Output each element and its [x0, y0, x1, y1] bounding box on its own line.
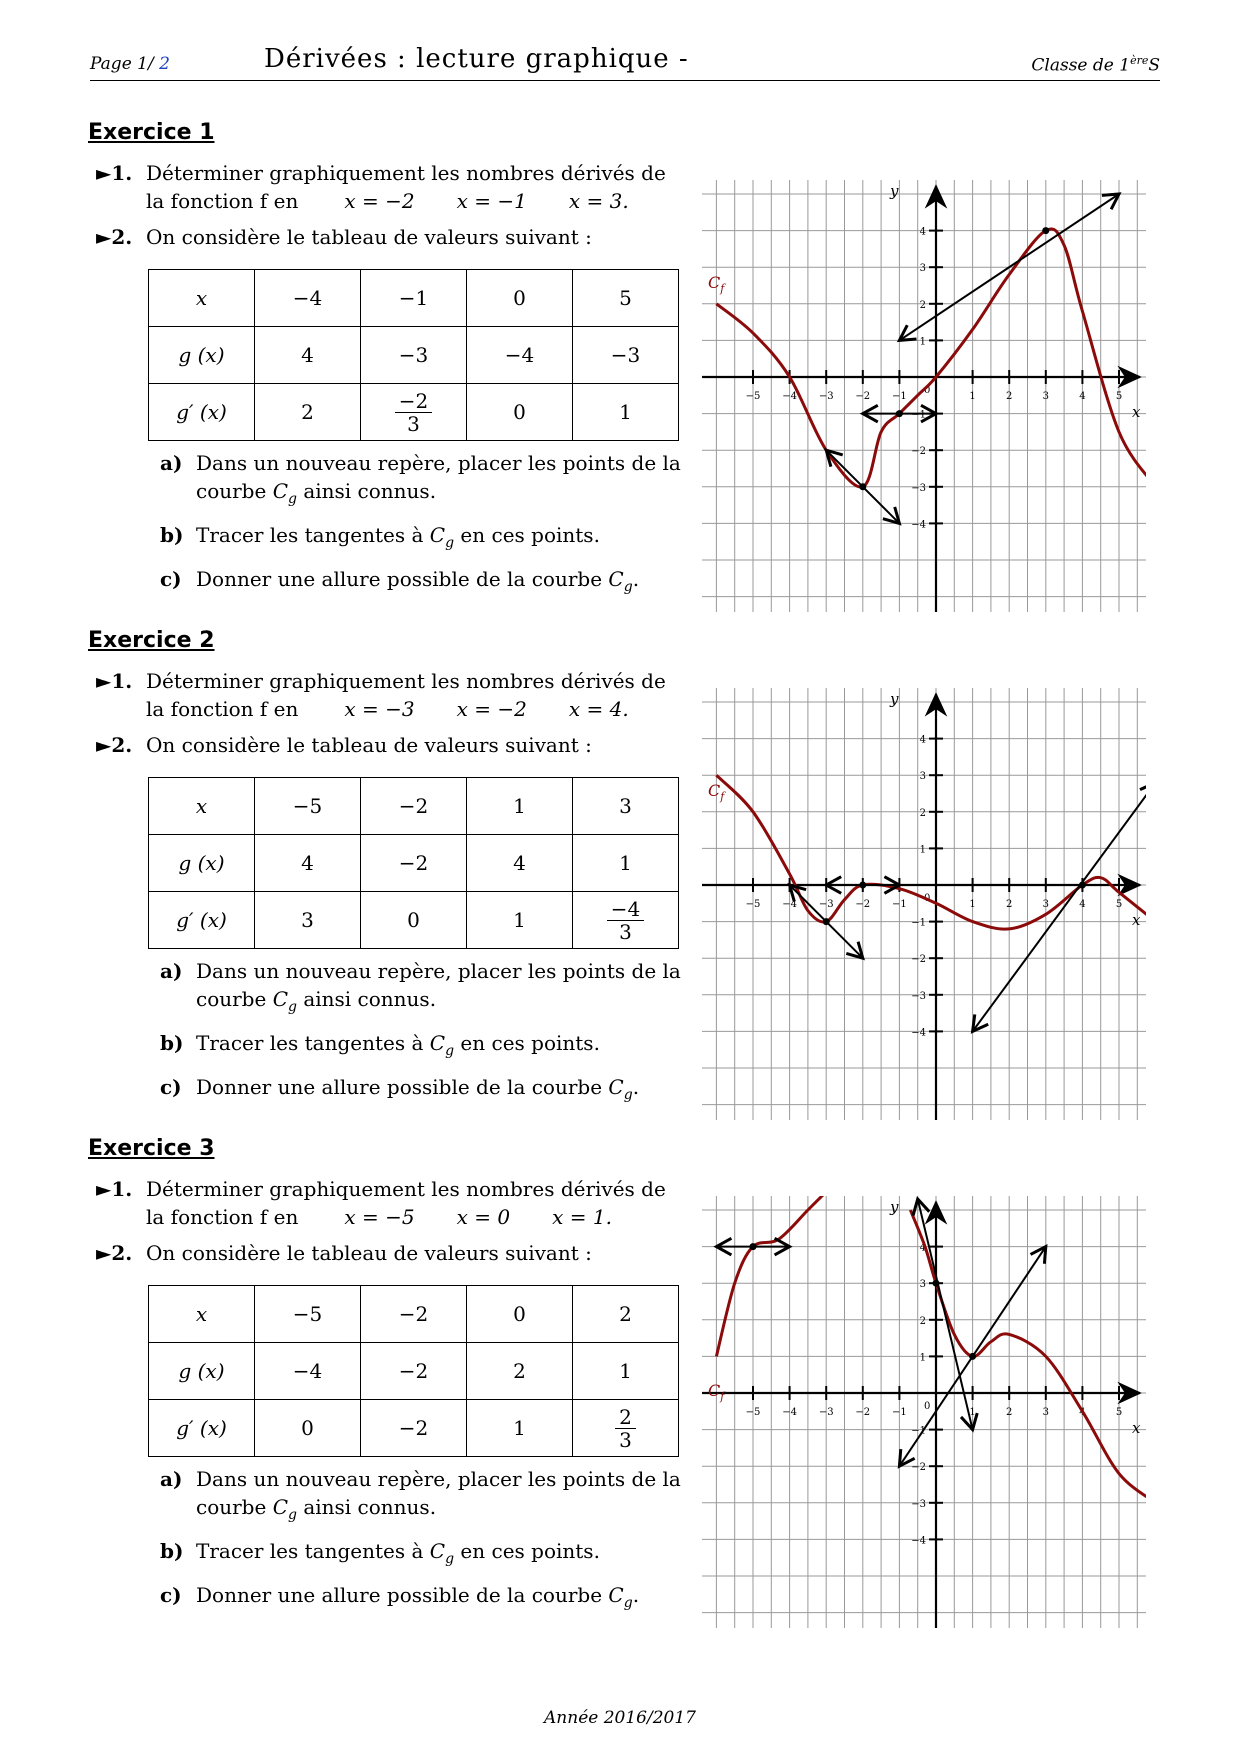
table-row [149, 384, 679, 441]
table-cell: 1 [467, 892, 573, 949]
sub-question [160, 521, 688, 557]
question-text: Déterminer graphiquement les nombres dérivés de la fonction f en [146, 161, 666, 213]
sub-questions [160, 1465, 688, 1617]
y-tick-label: −4 [911, 1027, 926, 1039]
y-tick-label: 3 [919, 263, 926, 275]
table-header-cell: x [149, 778, 255, 835]
y-tick-label: −1 [911, 917, 926, 929]
origin-label: 0 [924, 893, 931, 904]
question-text: Déterminer graphiquement les nombres dérivés de la fonction f en [146, 669, 666, 721]
question-number: ►2. [96, 733, 133, 757]
x-tick-label: 4 [1079, 899, 1086, 910]
exercise-2 [88, 628, 688, 1117]
table-cell: 0 [361, 892, 467, 949]
document-title: Dérivées : lecture graphique - [264, 44, 689, 74]
x-tick-label: 1 [969, 899, 976, 910]
sub-questions [160, 449, 688, 601]
tangent-point [750, 1243, 757, 1250]
table-cell: 1 [467, 778, 573, 835]
table-cell: 2 [255, 384, 361, 441]
table-cell: 1 [573, 835, 679, 892]
fraction: $\frac{-4}{3}$ [607, 898, 644, 943]
graph-svg [702, 180, 1146, 612]
table-header-cell: g (x) [149, 327, 255, 384]
fraction: $\frac{-2}{3}$ [395, 390, 432, 435]
tangent-point [823, 918, 830, 925]
x-tick-label: −1 [892, 391, 907, 402]
sub-label: b) [160, 1031, 184, 1055]
x-values: x = −2 x = −1 x = 3. [344, 189, 629, 213]
sub-question [160, 1073, 688, 1109]
page-header [90, 44, 1160, 81]
y-tick-label: −2 [911, 1462, 926, 1474]
graph-svg [702, 688, 1146, 1120]
tangent-point [1079, 882, 1086, 889]
table-cell: −1 [361, 270, 467, 327]
sub-text: Dans un nouveau repère, placer les points de la courbe $C_g$ ainsi connus. [196, 959, 681, 1015]
y-axis-name: y [890, 1198, 899, 1216]
x-values: x = −3 x = −2 x = 4. [344, 697, 629, 721]
table-row [149, 1343, 679, 1400]
tangent-point [1042, 227, 1049, 234]
table-header-cell: g′ (x) [149, 892, 255, 949]
table-row [149, 892, 679, 949]
sub-text: Donner une allure possible de la courbe $C_g$. [196, 567, 640, 595]
sub-label: a) [160, 1467, 183, 1491]
table-cell: 5 [573, 270, 679, 327]
sub-text: Tracer les tangentes à $C_g$ en ces points. [196, 1031, 600, 1059]
x-tick-label: −2 [855, 391, 871, 402]
sub-question [160, 565, 688, 601]
exercise-title: Exercice 3 [88, 1136, 215, 1161]
table-cell: −4 [467, 327, 573, 384]
function-graph [702, 688, 1146, 1120]
y-axis-name: y [890, 690, 899, 708]
fraction: $\frac{2}{3}$ [615, 1406, 636, 1451]
curve-label: $C_f$ [708, 273, 725, 295]
question-number: ►1. [96, 1177, 133, 1201]
origin-label: 0 [924, 385, 931, 396]
origin-label: 0 [924, 1401, 931, 1412]
y-tick-label: −4 [911, 1535, 926, 1547]
table-cell: 3 [573, 778, 679, 835]
footer-year: Année 2016/2017 [544, 1708, 696, 1728]
y-tick-label: −3 [911, 482, 926, 494]
curve-label: $C_f$ [708, 781, 725, 803]
sub-questions [160, 957, 688, 1109]
sub-label: b) [160, 1539, 184, 1563]
y-tick-label: −1 [911, 409, 926, 421]
exercise-title: Exercice 2 [88, 628, 215, 653]
x-tick-label: −5 [745, 1407, 761, 1418]
table-cell: −2 [361, 1343, 467, 1400]
tangent-point [859, 483, 866, 490]
exercise-1 [88, 120, 688, 609]
question-number: ►2. [96, 1241, 133, 1265]
y-tick-label: 4 [919, 226, 926, 238]
x-tick-label: 5 [1115, 899, 1123, 910]
x-tick-label: 4 [1079, 391, 1086, 402]
table-cell: −5 [255, 1286, 361, 1343]
function-graph [702, 1196, 1146, 1628]
table-cell: 1 [467, 1400, 573, 1457]
y-tick-label: 1 [919, 844, 926, 856]
x-tick-label: 1 [969, 391, 976, 402]
y-tick-label: 2 [919, 1315, 926, 1327]
x-tick-label: 5 [1115, 391, 1123, 402]
table-header-cell: g′ (x) [149, 1400, 255, 1457]
x-tick-label: −3 [818, 899, 834, 910]
x-tick-label: −4 [782, 899, 797, 910]
y-tick-label: 4 [919, 1242, 926, 1254]
table-row [149, 270, 679, 327]
sub-label: c) [160, 1583, 182, 1607]
question-text: Déterminer graphiquement les nombres dérivés de la fonction f en [146, 1177, 666, 1229]
y-tick-label: 1 [919, 1352, 926, 1364]
sub-question [160, 1581, 688, 1617]
y-tick-label: 2 [919, 807, 926, 819]
x-tick-label: 2 [1006, 391, 1013, 402]
x-tick-label: −5 [745, 391, 761, 402]
table-cell: 4 [467, 835, 573, 892]
y-tick-label: −1 [911, 1425, 926, 1437]
y-tick-label: −2 [911, 446, 926, 458]
sub-text: Dans un nouveau repère, placer les points de la courbe $C_g$ ainsi connus. [196, 1467, 681, 1523]
curve-label: $C_f$ [708, 1381, 725, 1403]
x-tick-label: −5 [745, 899, 761, 910]
y-tick-label: 4 [919, 734, 926, 746]
sub-label: a) [160, 959, 183, 983]
x-values: x = −5 x = 0 x = 1. [344, 1205, 612, 1229]
y-tick-label: −2 [911, 954, 926, 966]
sub-text: Tracer les tangentes à $C_g$ en ces points. [196, 1539, 600, 1567]
tangent-point [933, 1280, 940, 1287]
value-table [148, 269, 679, 441]
tangent-point [896, 410, 903, 417]
question-2 [88, 1239, 688, 1267]
question-1 [88, 667, 688, 723]
table-cell: −2 [361, 1286, 467, 1343]
table-header-cell: x [149, 270, 255, 327]
question-number: ►2. [96, 225, 133, 249]
question-text: On considère le tableau de valeurs suivant : [146, 225, 592, 249]
question-text: On considère le tableau de valeurs suivant : [146, 1241, 592, 1265]
sub-question [160, 1029, 688, 1065]
x-tick-label: 4 [1079, 1407, 1086, 1418]
table-cell: −2 [361, 1400, 467, 1457]
table-cell: 2 [467, 1343, 573, 1400]
table-cell: 3 [255, 892, 361, 949]
table-cell: −2 [361, 835, 467, 892]
y-axis-name: y [890, 182, 899, 200]
sub-text: Dans un nouveau repère, placer les points de la courbe $C_g$ ainsi connus. [196, 451, 681, 507]
tangent-point [969, 1353, 976, 1360]
value-table [148, 777, 679, 949]
table-cell: −4 [255, 1343, 361, 1400]
y-tick-label: 1 [919, 336, 926, 348]
sub-label: a) [160, 451, 183, 475]
sub-label: c) [160, 1075, 182, 1099]
question-1 [88, 159, 688, 215]
sub-question [160, 1537, 688, 1573]
x-tick-label: −3 [818, 391, 834, 402]
y-tick-label: −3 [911, 1498, 926, 1510]
sub-text: Donner une allure possible de la courbe $C_g$. [196, 1075, 640, 1103]
sub-text: Tracer les tangentes à $C_g$ en ces points. [196, 523, 600, 551]
x-tick-label: 3 [1042, 391, 1049, 402]
table-cell: −3 [361, 327, 467, 384]
x-tick-label: −2 [855, 1407, 871, 1418]
exercise-3 [88, 1136, 688, 1625]
sub-label: b) [160, 523, 184, 547]
value-table [148, 1285, 679, 1457]
exercise-title: Exercice 1 [88, 120, 215, 145]
table-cell [361, 384, 467, 441]
y-tick-label: 2 [919, 299, 926, 311]
sub-question [160, 957, 688, 1021]
table-cell: −4 [255, 270, 361, 327]
table-row [149, 835, 679, 892]
class-label: Classe de 1èreS [1031, 54, 1160, 76]
table-cell: 4 [255, 327, 361, 384]
table-cell [573, 1400, 679, 1457]
y-tick-label: 3 [919, 771, 926, 783]
question-1 [88, 1175, 688, 1231]
question-number: ►1. [96, 669, 133, 693]
tangent-line [918, 1199, 976, 1430]
question-number: ►1. [96, 161, 133, 185]
table-cell [573, 892, 679, 949]
table-cell: 0 [255, 1400, 361, 1457]
y-tick-label: −3 [911, 990, 926, 1002]
table-row [149, 778, 679, 835]
table-cell: 1 [573, 1343, 679, 1400]
table-cell: −3 [573, 327, 679, 384]
table-header-cell: x [149, 1286, 255, 1343]
sub-text: Donner une allure possible de la courbe $C_g$. [196, 1583, 640, 1611]
table-cell: 0 [467, 384, 573, 441]
x-tick-label: −4 [782, 391, 797, 402]
y-tick-label: 3 [919, 1279, 926, 1291]
table-header-cell: g (x) [149, 1343, 255, 1400]
x-tick-label: 2 [1006, 899, 1013, 910]
x-tick-label: 1 [969, 1407, 976, 1418]
x-tick-label: −3 [818, 1407, 834, 1418]
x-axis-name: x [1132, 403, 1141, 421]
x-axis-name: x [1132, 1419, 1141, 1437]
table-cell: 4 [255, 835, 361, 892]
y-tick-label: −4 [911, 519, 926, 531]
table-cell: 2 [573, 1286, 679, 1343]
table-row [149, 1400, 679, 1457]
x-tick-label: 3 [1042, 899, 1049, 910]
sub-label: c) [160, 567, 182, 591]
page-indicator: Page 1/ 2 [90, 54, 170, 74]
x-tick-label: −2 [855, 899, 871, 910]
tangent-point [859, 882, 866, 889]
graph-svg [702, 1196, 1146, 1628]
x-axis-name: x [1132, 911, 1141, 929]
question-2 [88, 731, 688, 759]
x-tick-label: −4 [782, 1407, 797, 1418]
function-graph [702, 180, 1146, 612]
question-text: On considère le tableau de valeurs suivant : [146, 733, 592, 757]
table-header-cell: g′ (x) [149, 384, 255, 441]
table-cell: 0 [467, 1286, 573, 1343]
table-cell: −2 [361, 778, 467, 835]
x-tick-label: −1 [892, 1407, 907, 1418]
table-cell: 1 [573, 384, 679, 441]
table-cell: 0 [467, 270, 573, 327]
table-row [149, 1286, 679, 1343]
table-header-cell: g (x) [149, 835, 255, 892]
sub-question [160, 1465, 688, 1529]
table-row [149, 327, 679, 384]
x-tick-label: −1 [892, 899, 907, 910]
x-tick-label: 5 [1115, 1407, 1123, 1418]
table-cell: −5 [255, 778, 361, 835]
question-2 [88, 223, 688, 251]
x-tick-label: 2 [1006, 1407, 1013, 1418]
x-tick-label: 3 [1042, 1407, 1049, 1418]
sub-question [160, 449, 688, 513]
page-total-link[interactable]: 2 [159, 54, 170, 74]
